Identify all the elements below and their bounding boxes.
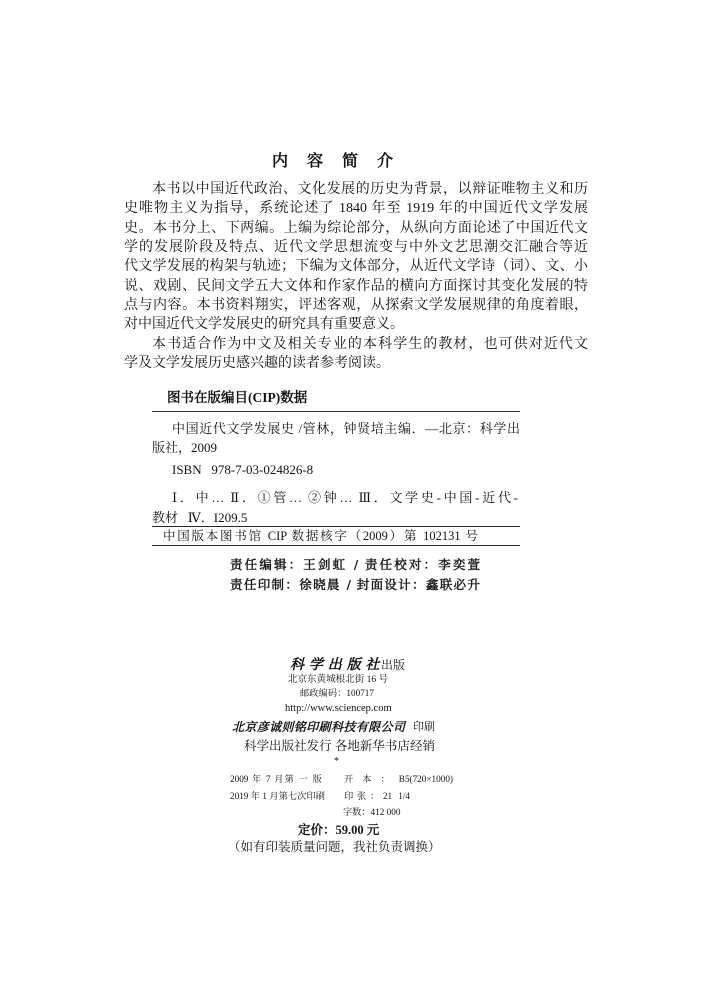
summary-line: 说、戏剧、民间文学五大文体和作家作品的横向方面探讨其变化发展的特 xyxy=(124,278,588,294)
cip-isbn: ISBN 978-7-03-024826-8 xyxy=(172,461,314,477)
cip-title-line: 中国近代文学发展史 /管林，钟贤培主编．—北京：科学出 xyxy=(172,420,520,436)
publisher-suffix: 出版 xyxy=(381,658,406,672)
printer-name: 北京彦诚则铭印刷科技有限公司 xyxy=(232,720,405,734)
format-info: 开本：B5(720×1000) xyxy=(344,774,453,785)
cip-subject-line: Ⅰ．中… Ⅱ．①管… ②钟… Ⅲ．文学史-中国-近代- xyxy=(172,489,518,505)
publisher-logo: 科 学 出 版 社 xyxy=(290,657,380,673)
printing-info: 2019 年 1 月第七次印刷 xyxy=(230,791,325,802)
cip-middle-rule xyxy=(152,526,520,527)
summary-line: 本书适合作为中文及相关专业的本科学生的教材，也可供对近代文 xyxy=(152,336,588,352)
edition-info: 2009 年 7 月第 一 版 xyxy=(230,774,322,785)
postal-code: 邮政编码：100717 xyxy=(300,688,374,699)
quality-notice: （如有印装质量问题，我社负责调换） xyxy=(228,839,441,854)
summary-line: 学及文学发展历史感兴趣的读者参考阅读。 xyxy=(124,356,390,371)
credit-line: 责任印制：徐晓晨 / 封面设计：鑫联必升 xyxy=(230,576,480,592)
cip-title-line: 版社，2009 xyxy=(152,439,218,455)
publisher-address: 北京东黄城根北街 16 号 xyxy=(288,675,388,686)
publisher-website: http://www.sciencep.com xyxy=(285,703,392,715)
summary-line: 本书以中国近代政治、文化发展的历史为背景，以辩证唯物主义和历 xyxy=(152,182,588,197)
cip-record-number: 中国版本图书馆 CIP 数据核字（2009）第 102131 号 xyxy=(163,528,478,543)
printer-suffix: 印刷 xyxy=(413,720,435,733)
price: 定价：59.00 元 xyxy=(298,822,380,837)
summary-line: 史唯物主义为指导，系统论述了 1840 年至 1919 年的中国近代文学发展 xyxy=(124,201,588,217)
distribution-line: 科学出版社发行 各地新华书店经销 xyxy=(244,738,435,753)
cip-heading: 图书在版编目(CIP)数据 xyxy=(167,390,308,405)
cip-bottom-rule xyxy=(152,545,520,546)
summary-line: 史。本书分上、下两编。上编为综论部分，从纵向方面论述了中国近代文 xyxy=(124,220,588,236)
credit-line: 责任编辑：王剑虹 / 责任校对：李奕萱 xyxy=(230,556,480,572)
cip-top-rule xyxy=(152,411,520,412)
summary-line: 学的发展阶段及特点、近代文学思想流变与中外文艺思潮交汇融合等近 xyxy=(124,240,588,255)
sheets-info: 印张：21 1/4 xyxy=(344,791,410,802)
summary-line: 对中国近代文学发展史的研究具有重要意义。 xyxy=(124,317,404,333)
word-count: 字数：412 000 xyxy=(343,807,401,818)
summary-line: 点与内容。本书资料翔实，评述客观，从探索文学发展规律的角度着眼， xyxy=(124,298,588,313)
cip-subject-line: 教材 Ⅳ．I209.5 xyxy=(152,509,248,525)
summary-title: 内 容 简 介 xyxy=(272,153,393,170)
separator-asterisk: * xyxy=(334,756,339,767)
summary-line: 代文学发展的构架与轨迹；下编为文体部分，从近代文学诗（词）、文、小 xyxy=(124,259,588,275)
